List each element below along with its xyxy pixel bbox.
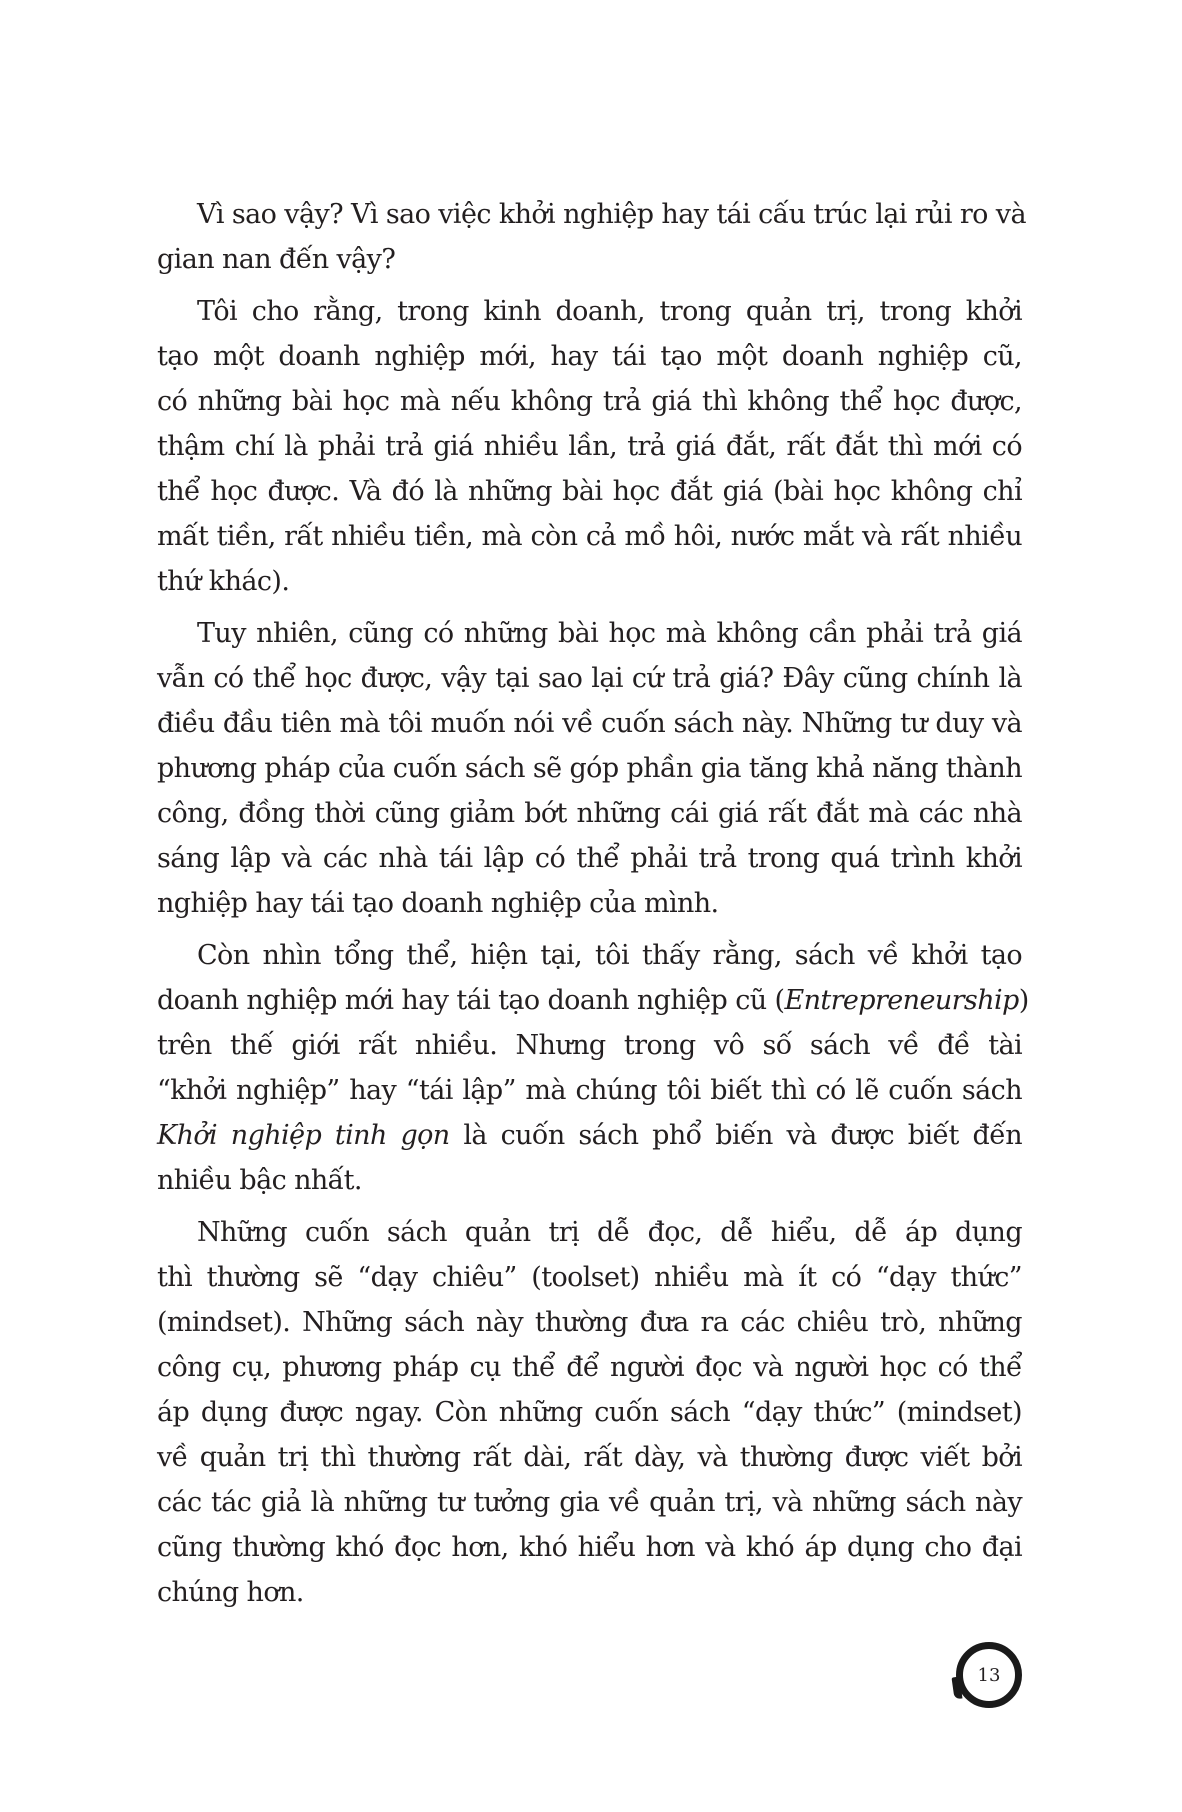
text-line: nhiều bậc nhất. [157,1165,362,1196]
text-line: áp dụng được ngay. Còn những cuốn sách “dạy thức” (mindset) [157,1397,1022,1428]
italic-term: Entrepreneurship [784,985,1019,1016]
text-line: thì thường sẽ “dạy chiêu” (toolset) nhiều mà ít có “dạy thức” [157,1262,1022,1293]
text-line: gian nan đến vậy? [157,244,396,275]
text-line: mất tiền, rất nhiều tiền, mà còn cả mồ hôi, nước mắt và rất nhiều [157,521,1022,552]
text-line: nghiệp hay tái tạo doanh nghiệp của mình. [157,888,719,919]
text-line: trên thế giới rất nhiều. Nhưng trong vô số sách về đề tài [157,1030,1022,1061]
text-line: có những bài học mà nếu không trả giá thì không thể học được, [157,386,1022,417]
text-line [157,1113,1022,1158]
paragraph-4 [157,933,1029,1203]
italic-book-title: Khởi nghiệp tinh gọn [157,1120,450,1151]
text-line: thậm chí là phải trả giá nhiều lần, trả giá đắt, rất đắt thì mới có [157,431,1022,462]
page-number-badge [956,1642,1022,1708]
paragraph-2 [157,289,1022,604]
page-body [157,192,1029,1622]
text-line: Những cuốn sách quản trị dễ đọc, dễ hiểu, dễ áp dụng [197,1217,1022,1248]
text-line: phương pháp của cuốn sách sẽ góp phần gia tăng khả năng thành [157,753,1022,784]
paragraph-5 [157,1210,1022,1615]
text-line: vẫn có thể học được, vậy tại sao lại cứ trả giá? Đây cũng chính là [157,663,1022,694]
paragraph-1 [157,192,1026,282]
page-number: 13 [977,1664,1001,1686]
text-line [157,978,1029,1023]
text-line: (mindset). Những sách này thường đưa ra các chiêu trò, những [157,1307,1022,1338]
text-line: công cụ, phương pháp cụ thể để người đọc và người học có thể [157,1352,1022,1383]
text-segment: doanh nghiệp mới hay tái tạo doanh nghiệp cũ ( [157,985,785,1016]
text-line: thứ khác). [157,566,290,597]
text-line: “khởi nghiệp” hay “tái lập” mà chúng tôi biết thì có lẽ cuốn sách [157,1075,1022,1106]
text-line: điều đầu tiên mà tôi muốn nói về cuốn sách này. Những tư duy và [157,708,1022,739]
text-line: Vì sao vậy? Vì sao việc khởi nghiệp hay tái cấu trúc lại rủi ro và [197,199,1026,230]
paragraph-3 [157,611,1022,926]
text-line: chúng hơn. [157,1577,304,1608]
text-line: cũng thường khó đọc hơn, khó hiểu hơn và khó áp dụng cho đại [157,1532,1022,1563]
text-line: các tác giả là những tư tưởng gia về quản trị, và những sách này [157,1487,1022,1518]
text-line: Còn nhìn tổng thể, hiện tại, tôi thấy rằng, sách về khởi tạo [197,940,1022,971]
text-segment: ) [1018,985,1029,1016]
text-line: về quản trị thì thường rất dài, rất dày, và thường được viết bởi [157,1442,1022,1473]
text-line: Tuy nhiên, cũng có những bài học mà không cần phải trả giá [197,618,1022,649]
text-segment: là cuốn sách phổ biến và được biết đến [449,1120,1022,1151]
text-line: công, đồng thời cũng giảm bớt những cái giá rất đắt mà các nhà [157,798,1022,829]
text-line: sáng lập và các nhà tái lập có thể phải trả trong quá trình khởi [157,843,1022,874]
text-line: tạo một doanh nghiệp mới, hay tái tạo một doanh nghiệp cũ, [157,341,1022,372]
text-line: Tôi cho rằng, trong kinh doanh, trong quản trị, trong khởi [197,296,1022,327]
text-line: thể học được. Và đó là những bài học đắt giá (bài học không chỉ [157,476,1022,507]
